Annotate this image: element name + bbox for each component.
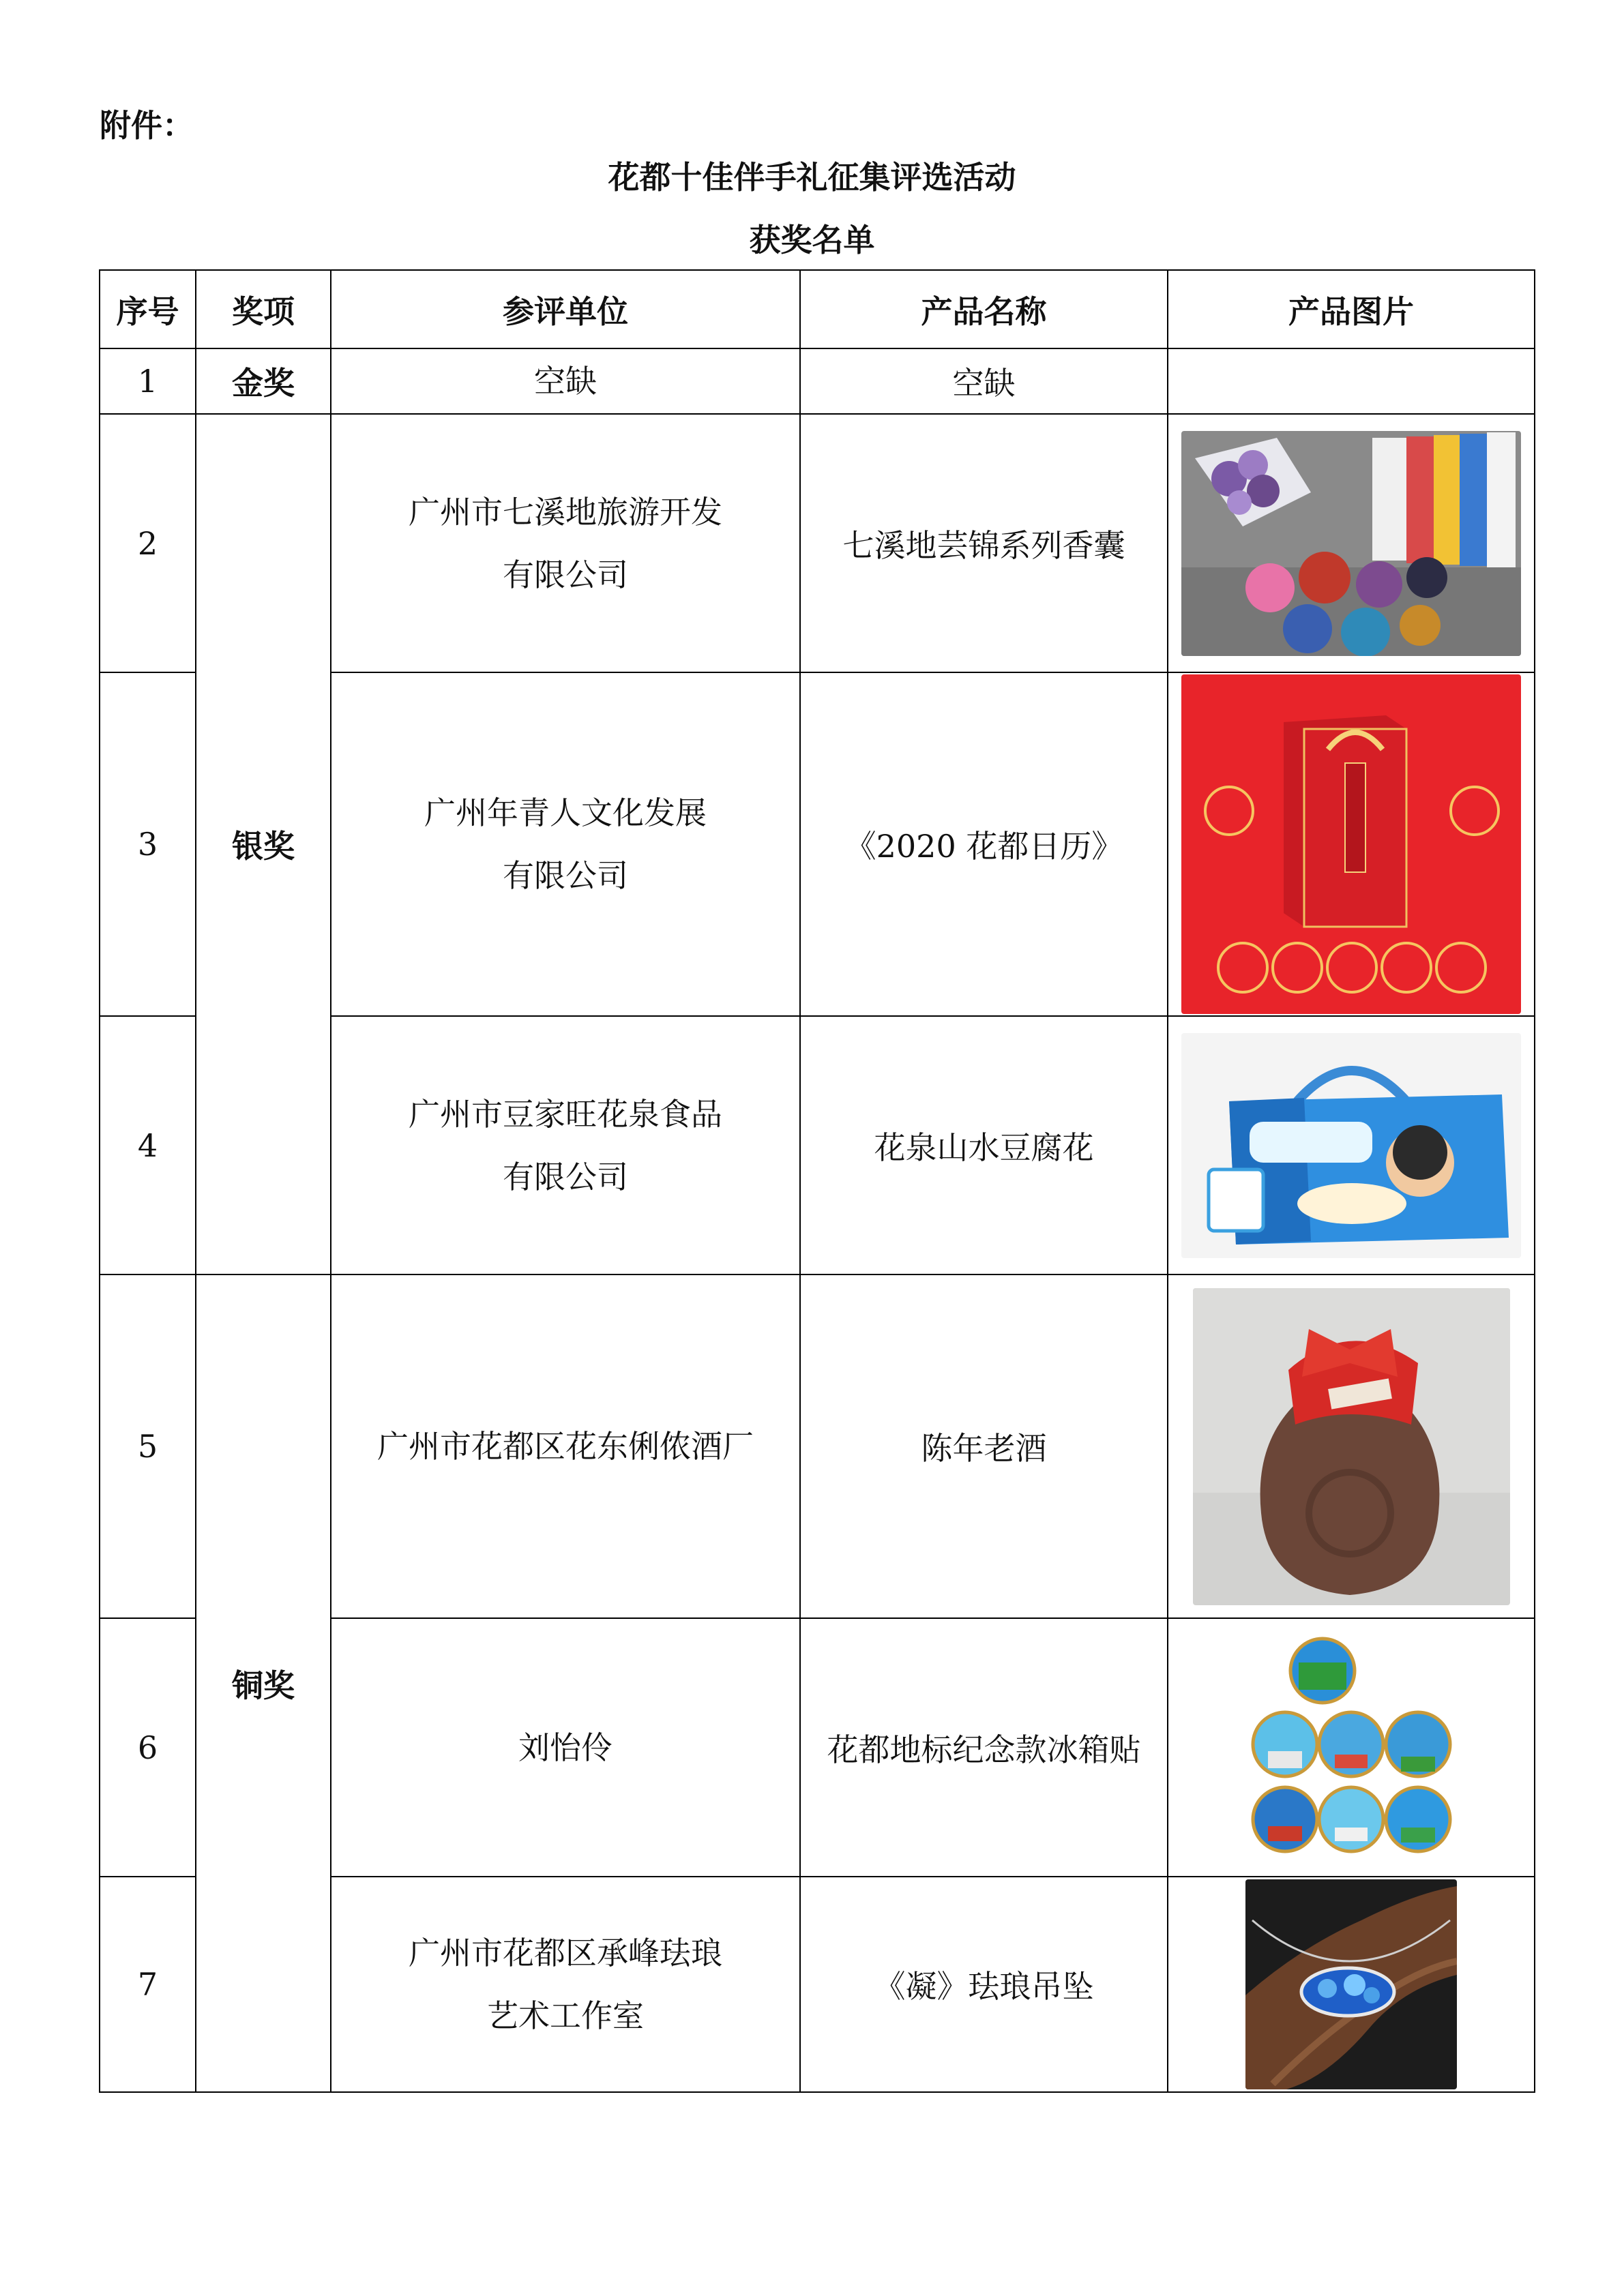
award-table xyxy=(99,269,1535,2093)
unit-name-line2: 有限公司 xyxy=(503,1158,628,1195)
unit-name-line2: 艺术工作室 xyxy=(487,1997,644,2034)
row-number: 4 xyxy=(100,1016,196,1274)
unit-cell xyxy=(331,414,800,672)
attachment-label: 附件： xyxy=(100,107,194,144)
unit-cell xyxy=(331,1877,800,2092)
unit-name-line1: 广州市花都区承峰珐琅 xyxy=(409,1935,722,1971)
row-number: 7 xyxy=(100,1877,196,2092)
table-header-row xyxy=(100,270,1535,348)
table-row xyxy=(100,348,1535,414)
unit-name-line2: 有限公司 xyxy=(503,556,628,593)
unit-name: 空缺 xyxy=(534,363,597,400)
image-cell-empty xyxy=(1168,348,1535,414)
product-name: 空缺 xyxy=(800,348,1168,414)
image-cell xyxy=(1168,1016,1535,1274)
image-cell xyxy=(1168,1274,1535,1618)
row-number: 5 xyxy=(100,1274,196,1618)
award-silver: 银奖 xyxy=(196,414,331,1274)
unit-name-line2: 有限公司 xyxy=(503,857,628,894)
image-cell xyxy=(1168,1618,1535,1877)
unit-name: 广州市花都区花东俐侬酒厂 xyxy=(377,1428,754,1465)
image-cell xyxy=(1168,672,1535,1016)
image-cell xyxy=(1168,414,1535,672)
document-title: 花都十佳伴手礼征集评选活动 xyxy=(608,159,1016,196)
col-header-image: 产品图片 xyxy=(1168,270,1535,348)
row-number: 2 xyxy=(100,414,196,672)
document-subtitle: 获奖名单 xyxy=(749,222,875,258)
unit-cell xyxy=(331,348,800,414)
unit-name-line1: 广州年青人文化发展 xyxy=(424,794,707,831)
unit-cell xyxy=(331,1618,800,1877)
col-header-product: 产品名称 xyxy=(800,270,1168,348)
product-name: 七溪地芸锦系列香囊 xyxy=(800,414,1168,672)
unit-cell xyxy=(331,1016,800,1274)
row-number: 3 xyxy=(100,672,196,1016)
col-header-award: 奖项 xyxy=(196,270,331,348)
unit-name-line1: 广州市七溪地旅游开发 xyxy=(409,493,722,531)
col-header-no: 序号 xyxy=(100,270,196,348)
enamel-pendant-photo xyxy=(1245,1879,1457,2089)
col-header-unit: 参评单位 xyxy=(331,270,800,348)
award-bronze: 铜奖 xyxy=(196,1274,331,2092)
unit-name-line1: 广州市豆家旺花泉食品 xyxy=(409,1095,722,1133)
product-name: 陈年老酒 xyxy=(800,1274,1168,1618)
fridge-magnets-photo xyxy=(1247,1635,1456,1860)
table-row xyxy=(100,1274,1535,1618)
image-cell xyxy=(1168,1877,1535,2092)
unit-cell xyxy=(331,1274,800,1618)
product-name: 《凝》珐琅吊坠 xyxy=(800,1877,1168,2092)
wine-jar-photo xyxy=(1193,1288,1510,1605)
row-number: 6 xyxy=(100,1618,196,1877)
row-number: 1 xyxy=(100,348,196,414)
product-name: 花泉山水豆腐花 xyxy=(800,1016,1168,1274)
unit-cell xyxy=(331,672,800,1016)
red-calendar-box-photo xyxy=(1181,674,1521,1014)
product-name: 花都地标纪念款冰箱贴 xyxy=(800,1618,1168,1877)
product-name: 《2020 花都日历》 xyxy=(800,672,1168,1016)
award-gold: 金奖 xyxy=(196,348,331,414)
unit-name: 刘怡伶 xyxy=(518,1729,612,1766)
tofu-pudding-giftbox-photo xyxy=(1181,1033,1521,1258)
table-row xyxy=(100,414,1535,672)
sachet-set-photo xyxy=(1181,431,1521,656)
